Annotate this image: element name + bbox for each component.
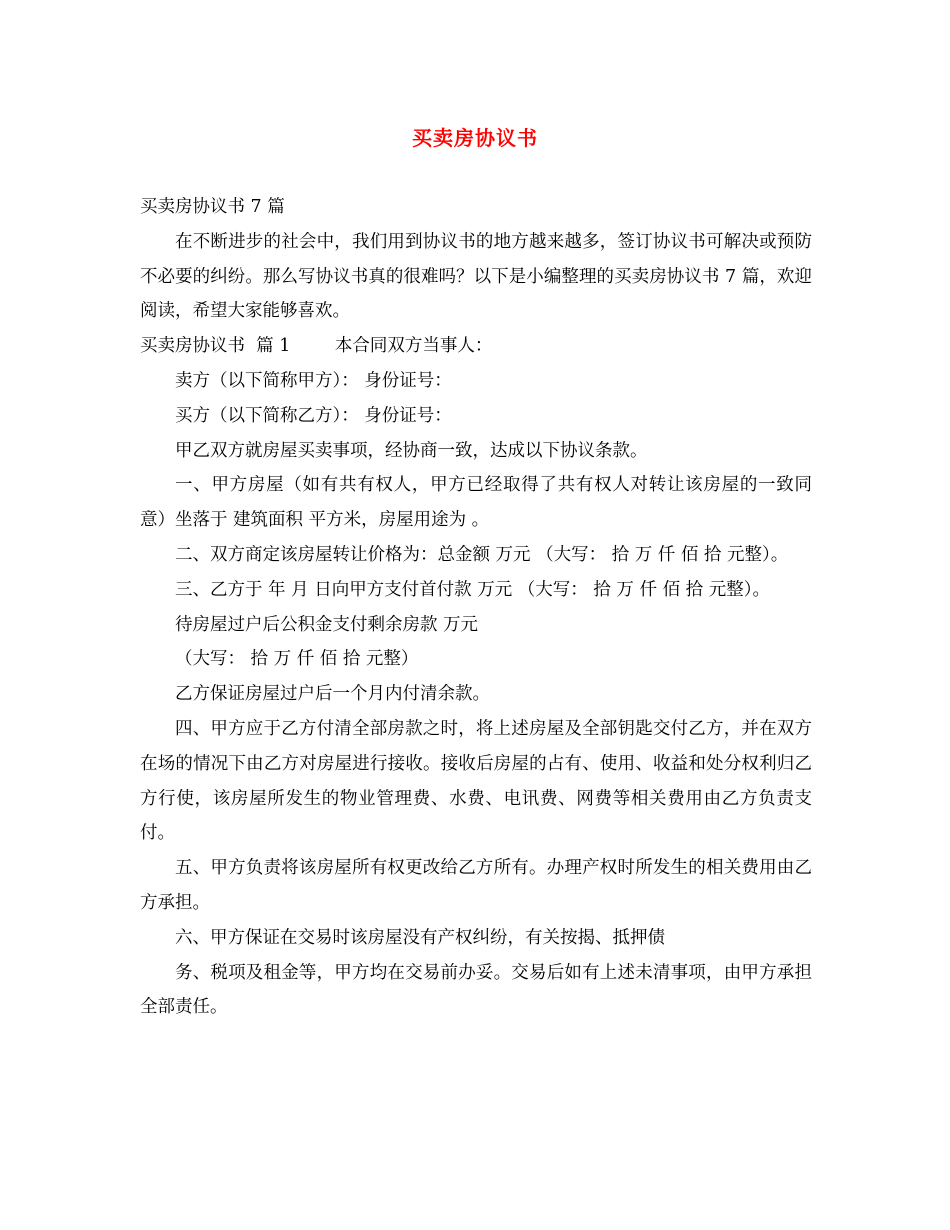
document-title: 买卖房协议书 [412, 126, 538, 150]
clause-2: 二、双方商定该房屋转让价格为：总金额 万元 （大写： 拾 万 仟 佰 拾 元整）。 [175, 544, 789, 565]
document-body [140, 190, 812, 1025]
clause-5: 五、甲方负责将该房屋所有权更改给乙方所有。办理产权时所发生的相关费用由乙方承担。 [140, 858, 812, 913]
clause-3-capital: （大写： 拾 万 仟 佰 拾 元整） [175, 649, 419, 670]
agreement-intro: 甲乙双方就房屋买卖事项，经协商一致，达成以下协议条款。 [175, 440, 648, 461]
clause-6-continued: 务、税项及租金等，甲方均在交易前办妥。交易后如有上述未清事项，由甲方承担全部责任。 [140, 962, 812, 1018]
seller-line: 卖方（以下简称甲方）： 身份证号： [175, 370, 452, 391]
clause-4: 四、甲方应于乙方付清全部房款之时，将上述房屋及全部钥匙交付乙方，并在双方在场的情况下由乙方对房屋进行接收。接收后房屋的占有、使用、收益和处分权利归乙方行使，该房屋所发生的物业管理费、水费、电讯费、网费等相关费用由乙方负责支付。 [140, 718, 812, 844]
clause-6-start: 六、甲方保证在交易时该房屋没有产权纠纷，有关按揭、抵押债 [175, 927, 665, 948]
subtitle-line: 买卖房协议书 7 篇 [140, 197, 285, 217]
clause-3-guarantee: 乙方保证房屋过户后一个月内付清余款。 [175, 684, 490, 705]
clause-3: 三、乙方于 年 月 日向甲方支付首付款 万元 （大写： 拾 万 仟 佰 拾 元整）。 [175, 579, 770, 600]
clause-1: 一、甲方房屋（如有共有权人，甲方已经取得了共有权人对转让该房屋的一致同意）坐落于 建筑面积 平方米，房屋用途为 。 [140, 475, 812, 531]
intro-paragraph: 在不断进步的社会中，我们用到协议书的地方越来越多，签订协议书可解决或预防不必要的纠纷。那么写协议书真的很难吗？以下是小编整理的买卖房协议书 7 篇，欢迎阅读，希望大家能够喜欢。 [140, 231, 812, 322]
buyer-line: 买方（以下简称乙方）： 身份证号： [175, 405, 452, 426]
section-heading-1: 买卖房协议书 篇 1 本合同双方当事人： [140, 336, 493, 357]
clause-3-balance: 待房屋过户后公积金支付剩余房款 万元 [175, 614, 479, 635]
